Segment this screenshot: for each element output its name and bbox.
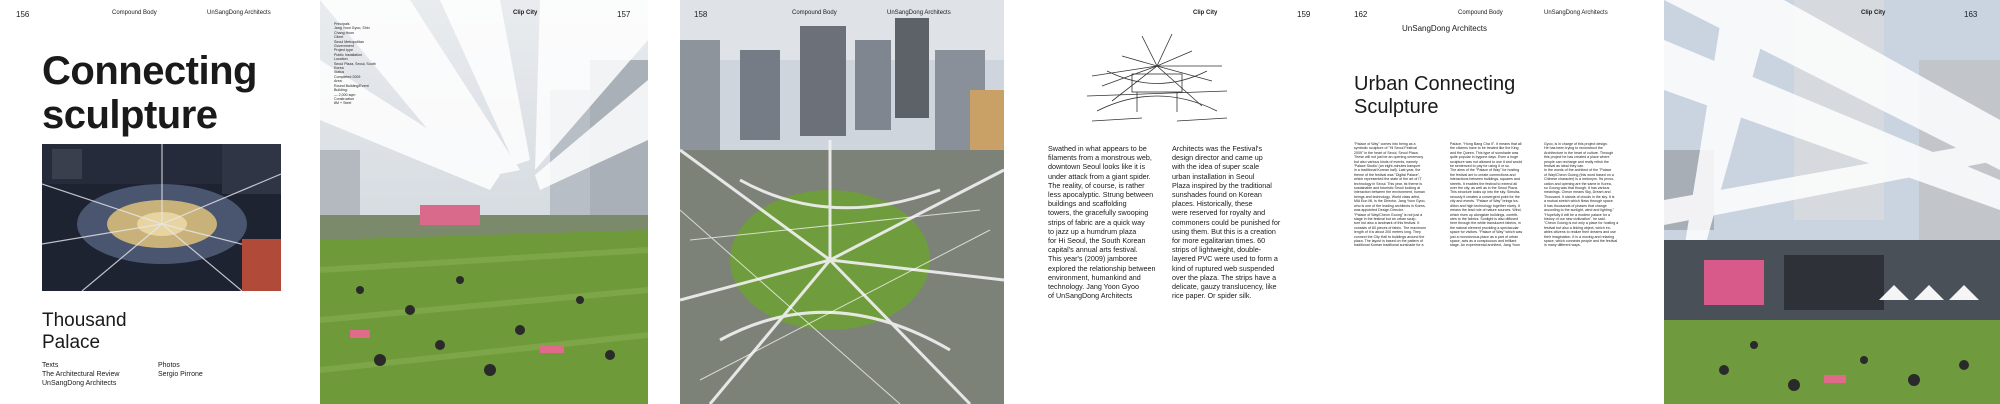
running-head: Clip City [513,10,538,16]
page-159 [1004,0,1348,404]
subtitle: Palace [42,332,101,353]
section-subhead: UnSangDong Architects [1402,24,1487,33]
page-158 [680,0,1004,404]
page-number: 159 [1297,10,1311,19]
page-163 [1664,0,2000,404]
photos-credit: Sergio Pirrone [158,371,203,378]
article-title: Connecting [42,49,257,93]
article-title: Urban Connecting [1354,73,1516,95]
running-head: UnSangDong Architects [887,10,951,16]
page-number: 157 [617,10,631,19]
page-number: 162 [1354,10,1368,19]
body-text-col1: Swathed in what appears to be filaments from a monstrous web, downtown Seoul looks like it is under attack from a giant spider. The reality, of course, is rather less apocalyptic. Strung between buildings and scaffolding towers, the gracefully swooping strips of fabric are a quick way to jazz up a humdrum plaza for Hi Seoul, the South Korean capital's annual arts festival. This year's (2009) jamboree explored the relationship between environment, humankind and technology. Jang Yoon Gyoo of UnSangDong Architects [1048,144,1156,301]
article-title: sculpture [42,93,218,137]
running-head: UnSangDong Architects [1544,10,1608,16]
page-number: 163 [1964,10,1978,19]
texts-label: Texts [42,362,59,369]
running-head: Clip City [1861,10,1886,16]
article-title: Sculpture [1354,96,1439,118]
project-credits: Principals Jang Yoon Gyoo, Shin Chang Hoon Client Seoul Metropolitan Government Project type Public Installation Location Seoul Plaza, Seoul, South Korea Status Completed 2009 Area Round Building/Event Building: — 2,000 sqm Construction 8M + Steel [334,22,376,106]
photos-label: Photos [158,362,180,369]
body-text-col2: Architects was the Festival's design director and came up with the idea of super scale urban installation in Seoul Plaza inspired by the traditional sunshades found on Korean places. Historically, these were reserved for royalty and commoners could be punished for using them. But this is a creation for more egalitarian times. 60 strips of lightweight, double- layered PVC were used to form a kind of ruptured web suspended over the plaza. The strips have a delicate, gauzy translucency, like rice paper. Or spider silk. [1172,144,1281,301]
running-head: Compound Body [792,10,837,16]
body-text-col1: "Palace of Way" comes into being as a symbolic sculpture of "Hi Seoul Festival 2009" in the heart of Seoul, Seoul Plaza. These will not just be an opening ceremony but also various kinds of events, namely 'Palace Studio' (an eight-minutes banquet in a traditional Korean hall). Last year, the theme of the festival was "Digital Palace", which represented the state of the art of IT technology in Seoul. This year, its theme is sustainable and futuristic Seoul looking at interaction between the environment, human beings and technology. World class artist, MiA Eun Mi, is the Director, Jang Yoon Gyoo, who is one of the leading architects in Korea, was appointed Design Director. "Palace of Way/Cheon Goong" is not just a stage in the festival but an urban sculp- ture but also a landmark of this festival. It consists of 60 pieces of fabric. The maximum length of it is about 200 meters long. They connect the City Hall to buildings around the plaza. The layout is based on the pattern of traditional Korean traditional sunshade for a [1354,142,1426,248]
page-157 [320,0,648,404]
texts-credit: UnSangDong Architects [42,380,117,387]
body-text-col2: Palace, "Hong Bang Cha II". It means that all the citizens have to be treated like the King and the Queen. This type of sunshade was quite popular in bygone days. Even a huge sculpture was not allowed to use it and would be sentenced to pay for using it or so. The aims of the "Palace of Way" for hosting the festival are to create connections and interactions between buildings, squares and streets. It enables the festival to extend all over the city, as well as in the Seoul Plaza. This structure looks up into the sky. Simulta- neously it creates a convergent point for the city and events. "Palace of Way" brings tra- dition and high technology together nicely. It means the lead role of nature sources. Wind, which rises up alongside buildings, contrib- utes to the fabrics. Sunlight is also diffused here through the white translucent fabrics, in the natural element providing a spectacular space for visitors. "Palace of Way" which was just a monotonous place as a part of urban space, acts as a conspicuous and brilliant stage. An experimental architect, Jang Yoon [1450,142,1523,248]
running-head: Compound Body [112,10,157,16]
texts-credit: The Architectural Review [42,371,120,378]
page-156 [0,0,320,404]
photo-stage-lawn [1664,0,2000,404]
concept-sketch [1082,26,1232,136]
page-162 [1348,0,1664,404]
page-number: 156 [16,10,30,19]
photo-night-aerial [42,144,281,291]
body-text-col3: Gyoo, is in charge of this project design. He has been trying to reconstruct the Architecture in the heart of culture. Through this project he has created a place where people can recharge and really relish the festival as ideal they can. In the words of the architect of the "Palace of Way/Cheon Goong (this word based on a Chinese character) is a metonym. 'Its provo- cation and opening are the same in Korea, so Goong was that though. It has various meanings. Cheon means Sky, Dream and Thousand. It stands of clouds in the sky. It is a mutual stretch which flows through space. It has thousands of phases that change according to the sunlight, wind and lighting." "Hopefully it will be a modern palace for a history of our new civilization". he said. "Cheon Goong is not only a place for hosting a festival but also a linking object, which en- ables citizens to realize their dreams and use their imagination. It is a moving and relaxing space, which connects people and the festival in many different ways. [1544,142,1619,248]
running-head: Compound Body [1458,10,1503,16]
running-head: Clip City [1193,10,1218,16]
photo-aerial-city [680,0,1004,404]
running-head: UnSangDong Architects [207,10,271,16]
subtitle: Thousand [42,310,127,331]
page-number: 158 [694,10,708,19]
